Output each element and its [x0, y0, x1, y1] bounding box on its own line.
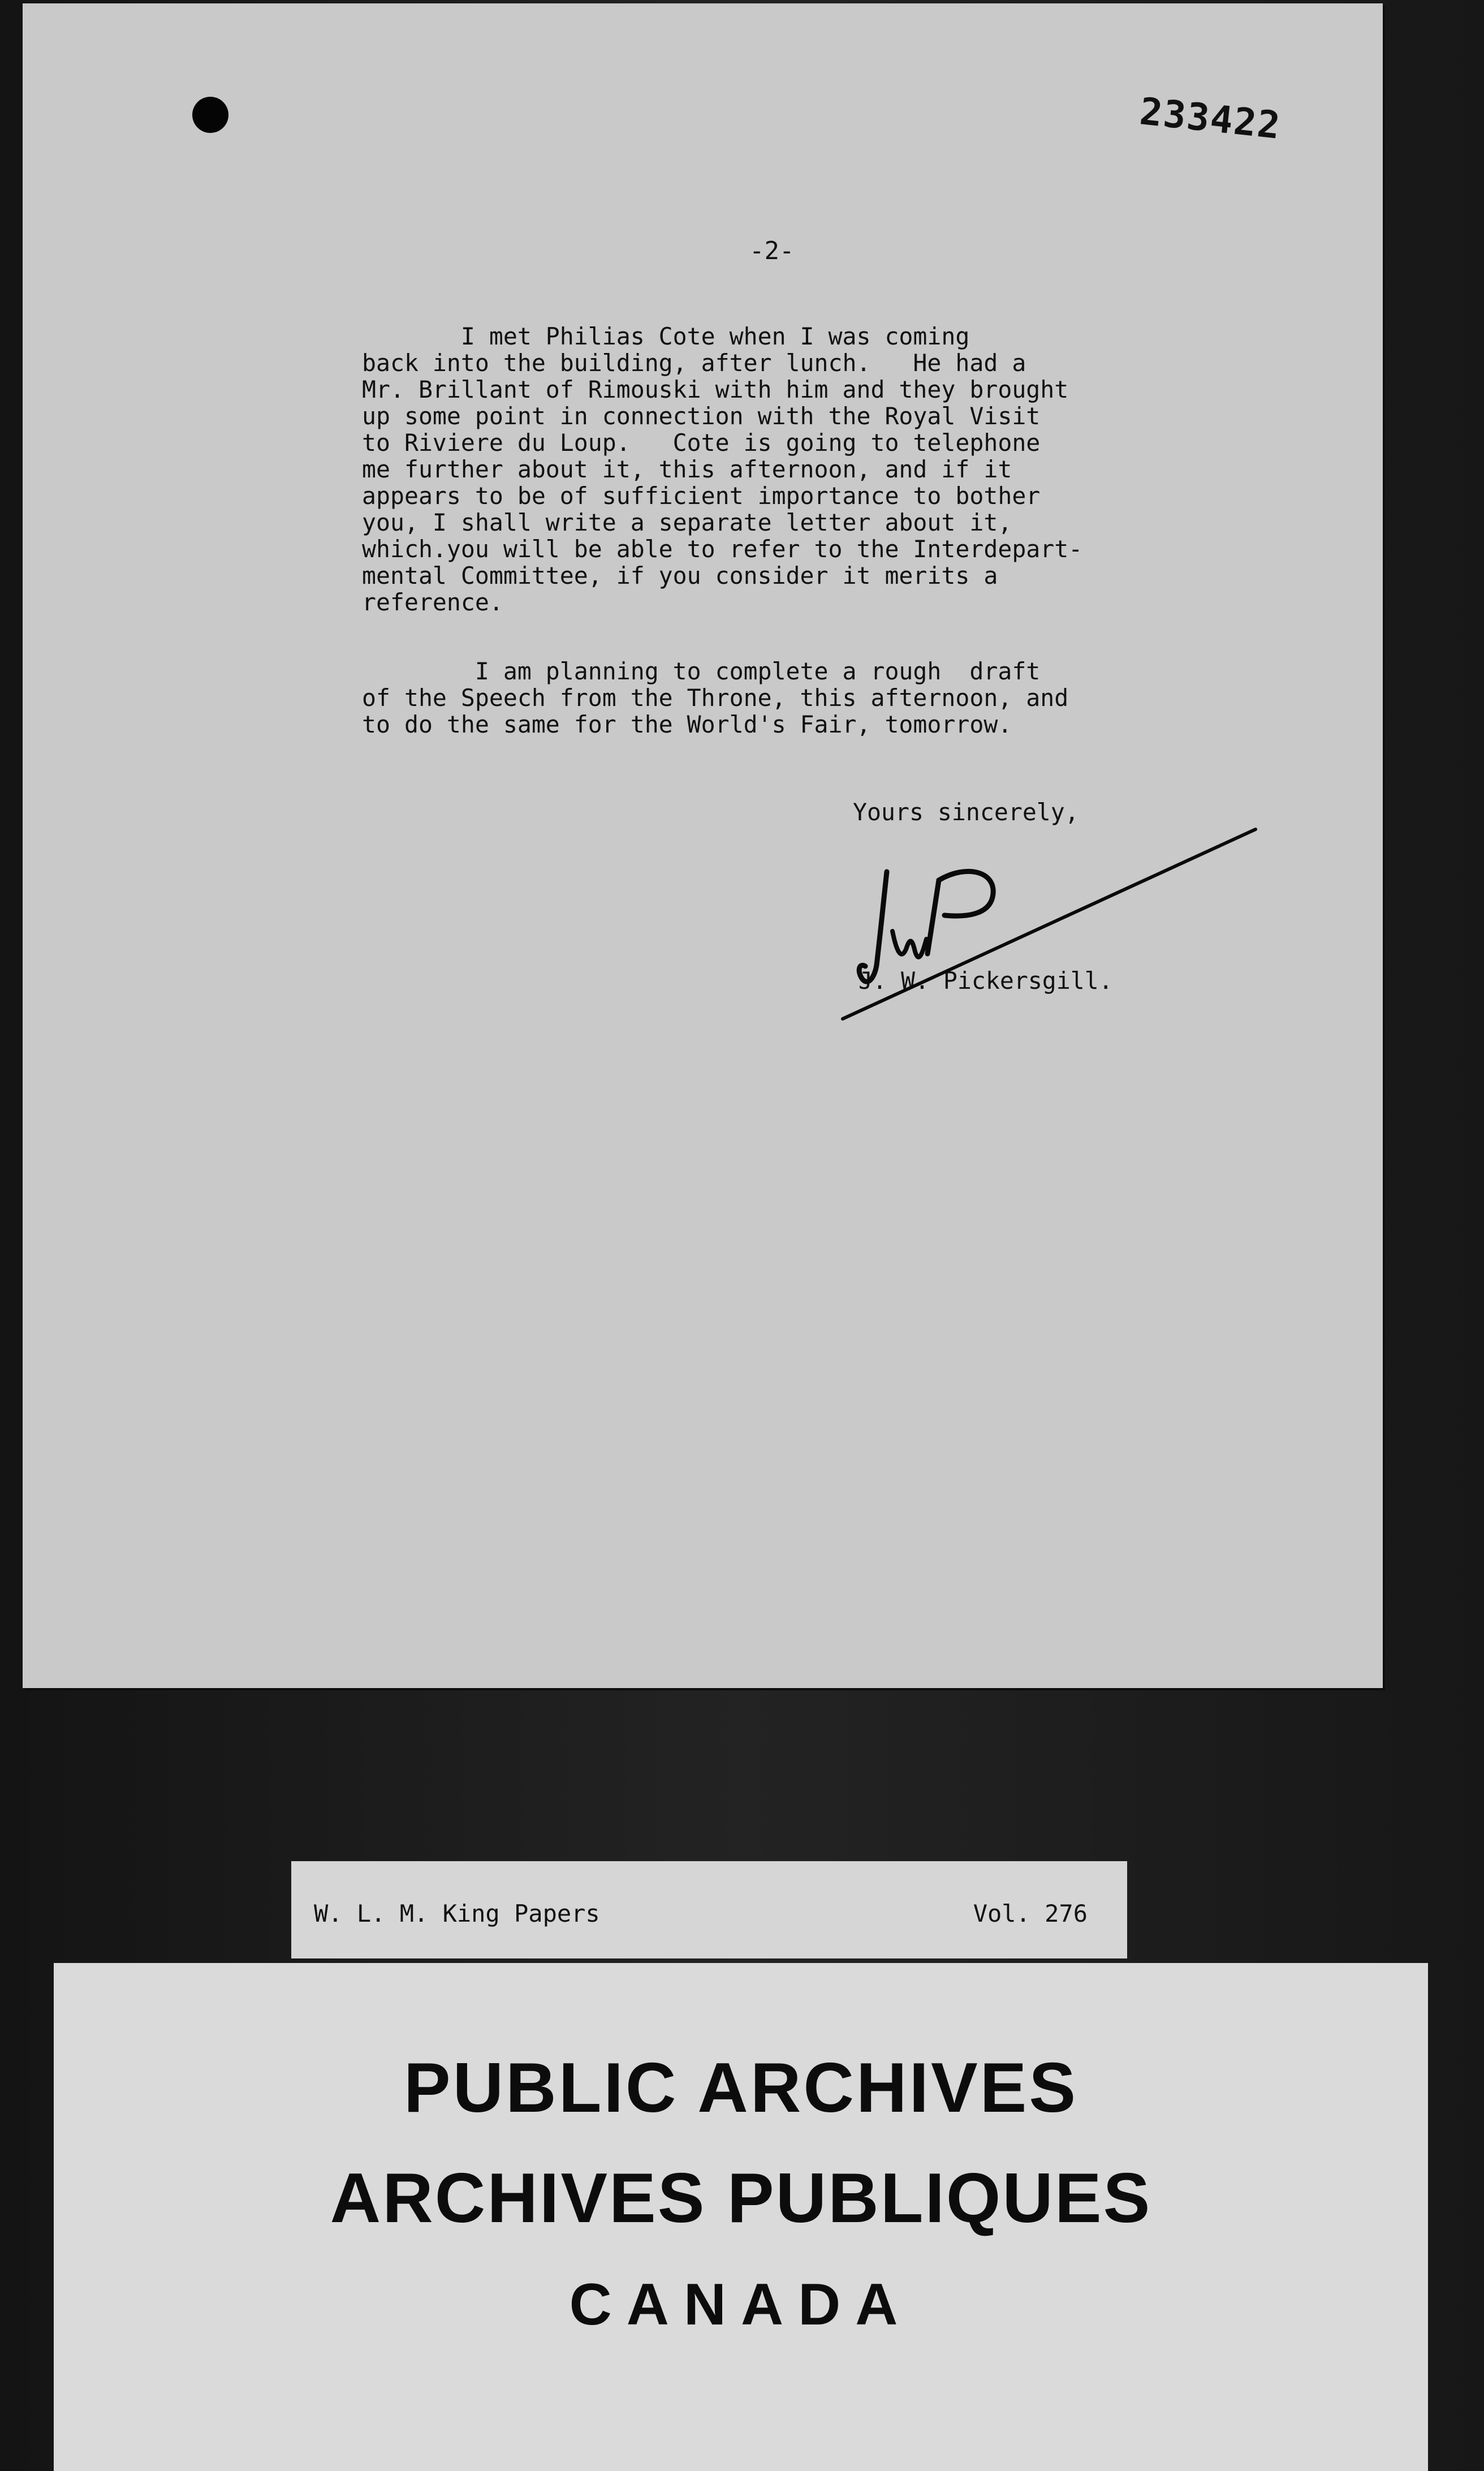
punch-hole — [192, 97, 228, 133]
collection-label — [291, 1861, 1127, 1958]
paragraph-visit: I met Philias Cote when I was coming back into the building, after lunch. He had a Mr. Brillant of Rimouski with him and they brought up some point in connection with the Royal Visit to Riviere du Loup. Cote is going to telephone me further about it, this afternoon, and if it appears to be of sufficient importance to bother you, I shall write a separate letter about it, which.you will be able to refer to the Interdepart- mental Committee, if you consider it merits a reference. — [362, 322, 1083, 616]
collection-name: W. L. M. King Papers — [314, 1900, 600, 1927]
signer-name: J. W. Pickersgill. — [859, 967, 1113, 995]
document-stamp-number: 233422 — [1137, 89, 1283, 148]
closing: Yours sincerely, — [853, 798, 1079, 826]
archives-title-french: ARCHIVES PUBLIQUES — [330, 2159, 1152, 2237]
archives-card — [54, 1963, 1428, 2471]
page-number: -2- — [749, 236, 795, 265]
volume-number: Vol. 276 — [973, 1900, 1088, 1927]
letter-page — [23, 3, 1383, 1688]
archives-country: CANADA — [569, 2272, 913, 2337]
paragraph-drafts: I am planning to complete a rough draft of the Speech from the Throne, this afternoon, and to do the same for the World's Fair, tomorrow. — [362, 657, 1069, 738]
archives-title-english: PUBLIC ARCHIVES — [403, 2049, 1079, 2127]
handwritten-signature — [741, 818, 1278, 1044]
